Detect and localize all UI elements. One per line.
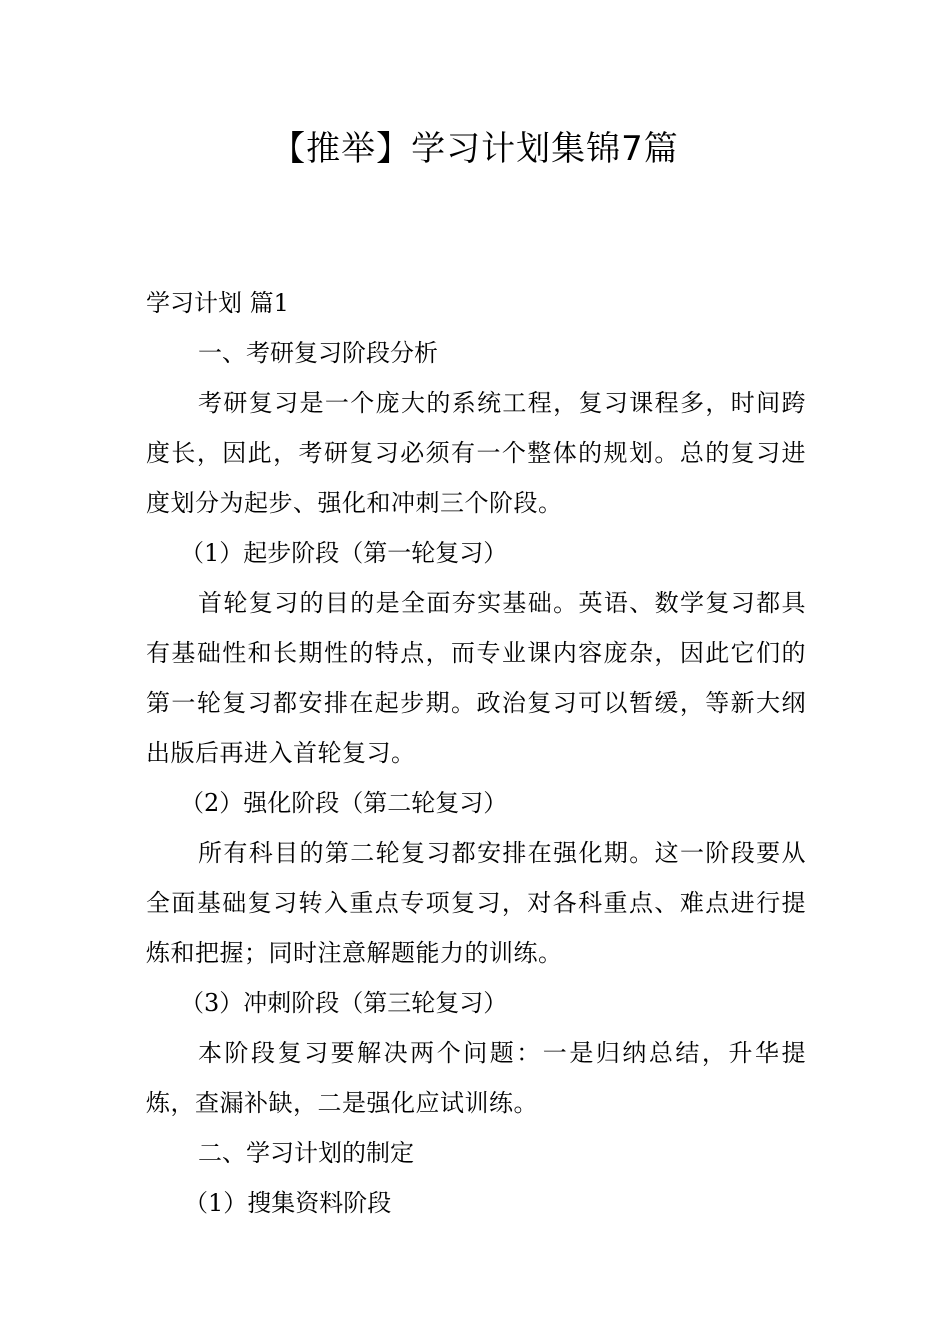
section-title: 学习计划 篇1 xyxy=(146,289,289,317)
paragraph-review-overview: 考研复习是一个庞大的系统工程，复习课程多，时间跨度长，因此，考研复习必须有一个整体的规划。总的复习进度划分为起步、强化和冲刺三个阶段。 xyxy=(146,389,806,517)
document-title: 【推举】学习计划集锦7篇 xyxy=(271,129,679,169)
paragraph-stage-start: 首轮复习的目的是全面夯实基础。英语、数学复习都具有基础性和长期性的特点，而专业课内容庞杂，因此它们的第一轮复习都安排在起步期。政治复习可以暂缓，等新大纲出版后再进入首轮复习。 xyxy=(146,589,806,767)
document-body xyxy=(146,278,806,1228)
heading-study-plan-making: 二、学习计划的制定 xyxy=(198,1139,414,1167)
subheading-stage-start: （1）起步阶段（第一轮复习） xyxy=(180,539,508,567)
subheading-stage-sprint: （3）冲刺阶段（第三轮复习） xyxy=(180,989,508,1017)
subheading-collect-materials: （1）搜集资料阶段 xyxy=(184,1189,392,1217)
paragraph-stage-strengthen: 所有科目的第二轮复习都安排在强化期。这一阶段要从全面基础复习转入重点专项复习，对各科重点、难点进行提炼和把握；同时注意解题能力的训练。 xyxy=(146,839,806,967)
heading-exam-review-analysis: 一、考研复习阶段分析 xyxy=(198,339,438,367)
subheading-stage-strengthen: （2）强化阶段（第二轮复习） xyxy=(180,789,508,817)
paragraph-stage-sprint: 本阶段复习要解决两个问题：一是归纳总结，升华提炼，查漏补缺，二是强化应试训练。 xyxy=(146,1039,806,1117)
